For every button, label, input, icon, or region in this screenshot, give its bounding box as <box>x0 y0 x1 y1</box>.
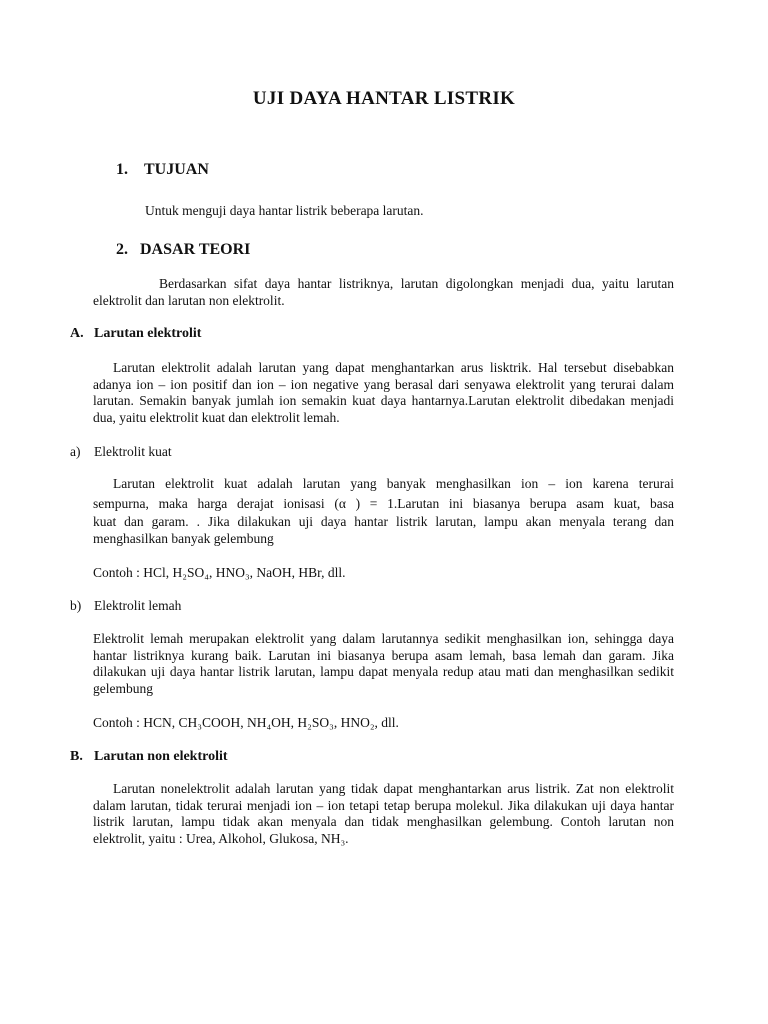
part-b-heading: Larutan non elektrolit <box>94 749 228 764</box>
kuat-contoh <box>93 565 345 581</box>
kuat-contoh-label: Contoh : <box>93 565 144 580</box>
lemah-marker: b) <box>70 598 82 613</box>
kuat-marker: a) <box>70 444 81 459</box>
section-heading-tujuan: TUJUAN <box>144 161 209 178</box>
lemah-contoh-label: Contoh : <box>93 715 144 730</box>
section-heading-dasar-teori: DASAR TEORI <box>140 241 251 258</box>
part-b-marker: B. <box>70 749 83 764</box>
dasar-teori-intro: Berdasarkan sifat daya hantar listriknya, larutan digolongkan menjadi dua, yaitu larutan elektrolit dan larutan non elektrolit. <box>93 276 674 308</box>
tujuan-text: Untuk menguji daya hantar listrik beberapa larutan. <box>145 203 424 218</box>
part-a-marker: A. <box>70 326 84 341</box>
kuat-text: kuat dan garam. . Jika dilakukan uji daya hantar listrik larutan, lampu akan menyala terang dan menghasilkan banyak gelembung <box>93 514 674 546</box>
lemah-heading: Elektrolit lemah <box>94 598 182 613</box>
kuat-contoh-list: HCl, H₂SO₄, HNO₃, NaOH, HBr, dll. <box>143 565 346 580</box>
kuat-line-2: sempurna, maka harga derajat ionisasi (α ) = 1.Larutan ini biasanya berupa asam kuat, basa <box>93 496 674 511</box>
part-b-text: Larutan nonelektrolit adalah larutan yang tidak dapat menghantarkan arus listrik. Zat non elektrolit dalam larutan, tidak terurai menjadi ion – ion tetapi tetap berupa molekul. Jika dilakukan uji daya hantar listrik larutan, lampu tidak akan menyala dan tidak menghasilkan gelembung. Contoh larutan non elektrolit, yaitu : Urea, Alkohol, Glukosa, NH₃. <box>93 781 674 846</box>
page-title: UJI DAYA HANTAR LISTRIK <box>252 88 516 109</box>
section-number-tujuan: 1. <box>116 161 128 178</box>
lemah-contoh-list: HCN, CH₃COOH, NH₄OH, H₂SO₃, HNO₂, dll. <box>143 715 399 730</box>
lemah-contoh <box>93 715 399 731</box>
lemah-text: Elektrolit lemah merupakan elektrolit yang dalam larutannya sedikit menghasilkan ion, sehingga daya hantar listriknya kurang baik. Larutan ini biasanya berupa asam lemah, basa lemah dan garam. Jika dilakukan uji daya hantar listrik larutan, lampu dapat menyala redup atau mati dan menghasilkan sedikit gelembung <box>93 631 674 696</box>
kuat-line-1: Larutan elektrolit kuat adalah larutan yang banyak menghasilkan ion – ion karena terurai <box>113 476 674 491</box>
part-a-heading: Larutan elektrolit <box>94 326 202 341</box>
kuat-heading: Elektrolit kuat <box>94 444 172 459</box>
part-a-text: Larutan elektrolit adalah larutan yang dapat menghantarkan arus lisktrik. Hal tersebut disebabkan adanya ion – ion positif dan ion – ion negative yang berasal dari senyawa elektrolit yang terurai dalam larutan. Semakin banyak jumlah ion semakin kuat daya hantarnya.Larutan elektrolit dibedakan menjadi dua, yaitu elektrolit kuat dan elektrolit lemah. <box>93 360 674 425</box>
section-number-dasar-teori: 2. <box>116 241 128 258</box>
